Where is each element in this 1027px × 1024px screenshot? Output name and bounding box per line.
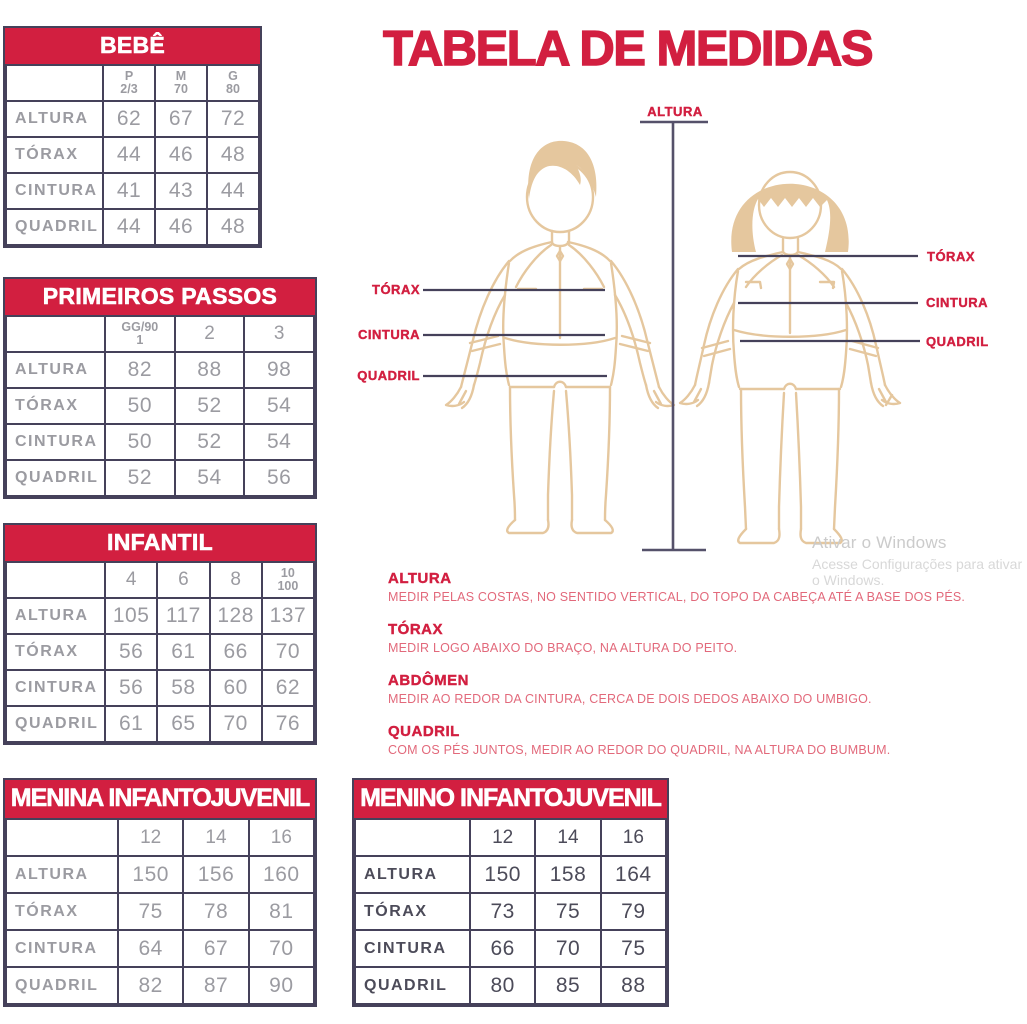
measure-value: 52 — [175, 424, 245, 460]
table-menina-infantojuvenil — [3, 778, 317, 1007]
measure-value: 48 — [207, 209, 259, 245]
measure-value: 150 — [118, 856, 183, 893]
measure-value: 80 — [470, 967, 535, 1004]
size-header-line: 10 — [280, 565, 295, 580]
measure-value: 54 — [244, 388, 314, 424]
instruction-term: ABDÔMEN — [388, 672, 469, 689]
measure-row-label: TÓRAX — [6, 893, 118, 930]
measure-value: 79 — [601, 893, 666, 930]
measure-value: 44 — [103, 137, 155, 173]
measure-value: 44 — [103, 209, 155, 245]
measure-value: 164 — [601, 856, 666, 893]
table-title: MENINA INFANTOJUVENIL — [5, 780, 315, 818]
measure-row-label: ALTURA — [6, 101, 103, 137]
measure-value: 46 — [155, 137, 207, 173]
figure-label-torax-left: TÓRAX — [372, 282, 420, 297]
figure-label-torax-right: TÓRAX — [927, 249, 975, 264]
table-title: BEBÊ — [5, 28, 260, 64]
measure-row — [6, 670, 314, 706]
size-header-line: GG/90 — [121, 319, 159, 334]
measure-row — [355, 856, 666, 893]
size-column-header — [262, 562, 314, 598]
measure-row — [355, 893, 666, 930]
size-header-line: 70 — [174, 82, 188, 96]
size-column-header: 3 — [244, 316, 314, 352]
measure-row — [6, 173, 259, 209]
size-column-header: 14 — [183, 819, 248, 856]
measure-value: 56 — [105, 670, 157, 706]
measure-value: 88 — [175, 352, 245, 388]
size-column-header: 8 — [210, 562, 262, 598]
size-column-header: 6 — [157, 562, 209, 598]
instruction-torax — [388, 621, 1008, 655]
girl-figure — [680, 172, 900, 543]
measure-value: 70 — [210, 706, 262, 742]
instruction-text: COM OS PÉS JUNTOS, MEDIR AO REDOR DO QUADRIL, NA ALTURA DO BUMBUM. — [388, 743, 891, 757]
figure-label-cintura-left: CINTURA — [358, 327, 420, 342]
measure-value: 48 — [207, 137, 259, 173]
size-header-row — [6, 562, 314, 598]
measure-row — [355, 930, 666, 967]
table-menino-infantojuvenil — [352, 778, 669, 1007]
table-infantil — [3, 523, 317, 745]
altura-ruler — [640, 122, 708, 550]
measure-row — [6, 967, 314, 1004]
figure-label-altura: ALTURA — [647, 104, 703, 119]
measure-value: 70 — [535, 930, 600, 967]
measure-row — [6, 598, 314, 634]
measure-row-label: QUADRIL — [6, 706, 105, 742]
windows-activation-watermark-line2: Acesse Configurações para ativar o Windows. — [812, 556, 1023, 588]
corner-cell — [6, 819, 118, 856]
measure-value: 78 — [183, 893, 248, 930]
corner-cell — [355, 819, 470, 856]
size-header-line: P — [124, 68, 134, 83]
measure-value: 70 — [249, 930, 314, 967]
size-column-header — [105, 316, 175, 352]
measure-value: 44 — [207, 173, 259, 209]
instruction-term: ALTURA — [388, 570, 452, 587]
size-table — [5, 64, 260, 246]
figure-label-cintura-right: CINTURA — [926, 295, 988, 310]
windows-activation-watermark: Ativar o Windows — [812, 533, 947, 552]
instruction-term: QUADRIL — [388, 723, 460, 740]
measure-row-label: TÓRAX — [6, 388, 105, 424]
measure-row — [6, 460, 314, 496]
instruction-text: MEDIR AO REDOR DA CINTURA, CERCA DE DOIS DEDOS ABAIXO DO UMBIGO. — [388, 692, 872, 706]
size-header-row — [355, 819, 666, 856]
measure-value: 61 — [105, 706, 157, 742]
measure-value: 98 — [244, 352, 314, 388]
table-title: MENINO INFANTOJUVENIL — [354, 780, 667, 818]
measure-row — [6, 209, 259, 245]
measure-row — [6, 352, 314, 388]
corner-cell — [6, 562, 105, 598]
size-column-header: 2 — [175, 316, 245, 352]
measure-value: 76 — [262, 706, 314, 742]
measure-value: 60 — [210, 670, 262, 706]
measure-value: 41 — [103, 173, 155, 209]
measure-value: 75 — [118, 893, 183, 930]
measure-value: 105 — [105, 598, 157, 634]
instruction-text: MEDIR PELAS COSTAS, NO SENTIDO VERTICAL, DO TOPO DA CABEÇA ATÉ A BASE DOS PÉS. — [388, 590, 966, 604]
measure-row-label: QUADRIL — [6, 209, 103, 245]
measure-value: 54 — [244, 424, 314, 460]
measure-value: 128 — [210, 598, 262, 634]
measure-row — [355, 967, 666, 1004]
corner-cell — [6, 316, 105, 352]
figure-label-quadril-left: QUADRIL — [357, 368, 420, 383]
measure-value: 58 — [157, 670, 209, 706]
measure-value: 64 — [118, 930, 183, 967]
measure-value: 137 — [262, 598, 314, 634]
size-header-line: 100 — [277, 579, 299, 593]
measure-value: 73 — [470, 893, 535, 930]
measure-row-label: CINTURA — [355, 930, 470, 967]
measure-value: 72 — [207, 101, 259, 137]
table-primeiros-passos — [3, 277, 317, 499]
measure-row — [6, 101, 259, 137]
size-header-line: 1 — [136, 333, 144, 347]
size-header-line: 80 — [226, 82, 240, 96]
measure-row-label: QUADRIL — [6, 967, 118, 1004]
instruction-term: TÓRAX — [388, 621, 443, 638]
measure-value: 56 — [105, 634, 157, 670]
size-table — [5, 315, 315, 497]
instruction-quadril — [388, 723, 1008, 757]
measure-value: 88 — [601, 967, 666, 1004]
measurement-instructions — [388, 570, 1008, 774]
table-bebe — [3, 26, 262, 248]
measure-value: 87 — [183, 967, 248, 1004]
children-measurement-illustration — [358, 95, 1020, 565]
measure-row — [6, 137, 259, 173]
size-column-header: 12 — [118, 819, 183, 856]
size-header-row — [6, 316, 314, 352]
measure-value: 46 — [155, 209, 207, 245]
measure-value: 82 — [105, 352, 175, 388]
size-table — [354, 818, 667, 1005]
measure-value: 54 — [175, 460, 245, 496]
size-header-row — [6, 819, 314, 856]
measure-row-label: CINTURA — [6, 930, 118, 967]
measure-value: 75 — [535, 893, 600, 930]
measure-value: 67 — [155, 101, 207, 137]
size-header-line: M — [175, 68, 187, 83]
measure-value: 66 — [210, 634, 262, 670]
measure-row — [6, 424, 314, 460]
measure-value: 62 — [262, 670, 314, 706]
size-column-header: 14 — [535, 819, 600, 856]
measure-value: 43 — [155, 173, 207, 209]
measure-row-label: QUADRIL — [6, 460, 105, 496]
size-column-header — [103, 65, 155, 101]
measure-value: 90 — [249, 967, 314, 1004]
table-title: INFANTIL — [5, 525, 315, 561]
boy-figure — [446, 141, 674, 533]
measure-value: 158 — [535, 856, 600, 893]
measure-row — [6, 634, 314, 670]
measure-row — [6, 893, 314, 930]
measure-row — [6, 388, 314, 424]
page-title: TABELA DE MEDIDAS — [383, 22, 872, 76]
measure-row — [6, 930, 314, 967]
table-title: PRIMEIROS PASSOS — [5, 279, 315, 315]
instruction-abdomen — [388, 672, 1008, 706]
measure-value: 117 — [157, 598, 209, 634]
measure-value: 70 — [262, 634, 314, 670]
size-column-header: 16 — [601, 819, 666, 856]
measure-row-label: ALTURA — [355, 856, 470, 893]
corner-cell — [6, 65, 103, 101]
size-column-header — [207, 65, 259, 101]
size-header-line: 2/3 — [120, 82, 138, 96]
measure-value: 52 — [175, 388, 245, 424]
measure-row-label: CINTURA — [6, 173, 103, 209]
measure-value: 160 — [249, 856, 314, 893]
measure-value: 66 — [470, 930, 535, 967]
measure-row — [6, 856, 314, 893]
measure-value: 85 — [535, 967, 600, 1004]
measure-row-label: TÓRAX — [6, 634, 105, 670]
measure-value: 81 — [249, 893, 314, 930]
measure-row-label: TÓRAX — [6, 137, 103, 173]
size-column-header: 12 — [470, 819, 535, 856]
size-column-header: 16 — [249, 819, 314, 856]
measure-row-label: CINTURA — [6, 424, 105, 460]
instruction-altura — [388, 570, 1008, 604]
instruction-text: MEDIR LOGO ABAIXO DO BRAÇO, NA ALTURA DO PEITO. — [388, 641, 738, 655]
measure-value: 82 — [118, 967, 183, 1004]
size-column-header: 4 — [105, 562, 157, 598]
measure-value: 75 — [601, 930, 666, 967]
measure-row-label: ALTURA — [6, 598, 105, 634]
measure-row-label: ALTURA — [6, 856, 118, 893]
measure-value: 150 — [470, 856, 535, 893]
measure-value: 67 — [183, 930, 248, 967]
size-table — [5, 818, 315, 1005]
measure-row-label: QUADRIL — [355, 967, 470, 1004]
measure-row-label: CINTURA — [6, 670, 105, 706]
measure-row — [6, 706, 314, 742]
size-table — [5, 561, 315, 743]
measure-value: 52 — [105, 460, 175, 496]
measure-row-label: TÓRAX — [355, 893, 470, 930]
figure-label-quadril-right: QUADRIL — [926, 334, 989, 349]
size-header-line: G — [228, 68, 238, 83]
measure-value: 65 — [157, 706, 209, 742]
measure-value: 62 — [103, 101, 155, 137]
measure-value: 156 — [183, 856, 248, 893]
size-header-row — [6, 65, 259, 101]
measure-row-label: ALTURA — [6, 352, 105, 388]
measure-value: 50 — [105, 388, 175, 424]
measure-value: 56 — [244, 460, 314, 496]
measure-value: 50 — [105, 424, 175, 460]
size-column-header — [155, 65, 207, 101]
measure-value: 61 — [157, 634, 209, 670]
